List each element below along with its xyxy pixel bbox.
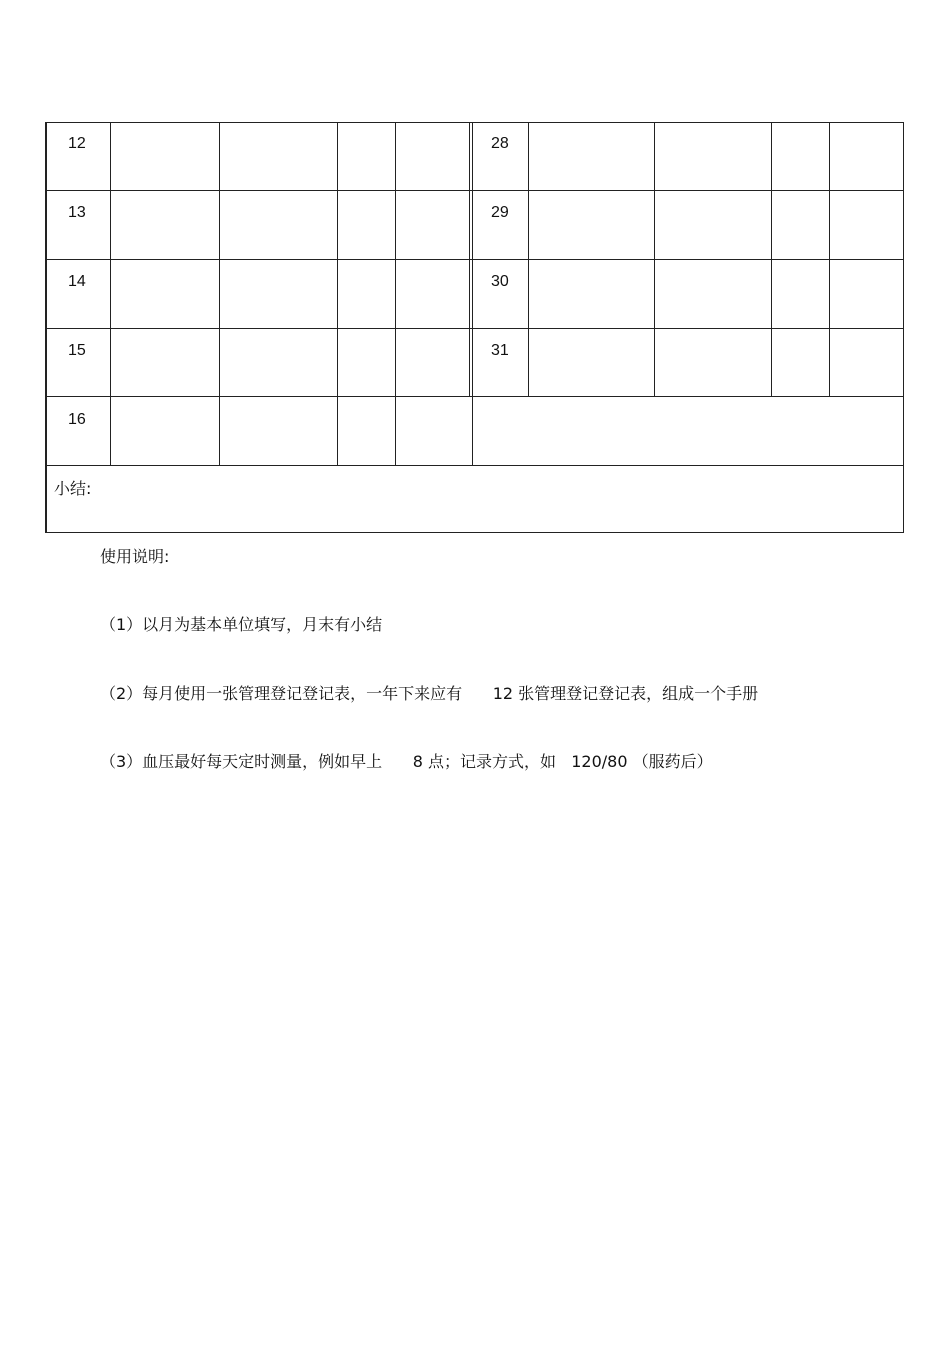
day-number: 31: [491, 342, 509, 359]
day-number: 29: [491, 204, 509, 221]
record-table: [45, 122, 904, 533]
half-divider-line: [472, 123, 473, 465]
day-number: 28: [491, 135, 509, 152]
row-line: [47, 190, 904, 191]
day-number: 14: [68, 273, 86, 290]
row-line: [47, 465, 904, 466]
column-line: [337, 123, 338, 465]
column-line: [395, 123, 396, 465]
column-line: [528, 123, 529, 396]
row-line: [47, 396, 904, 397]
instruction-item: （1）以月为基本单位填写，月末有小结: [100, 615, 383, 634]
row-line: [47, 259, 904, 260]
day-number: 16: [68, 411, 86, 428]
instruction-item: （2）每月使用一张管理登记登记表，一年下来应有 12 张管理登记登记表，组成一个手册: [100, 684, 759, 703]
day-number: 13: [68, 204, 86, 221]
summary-label: 小结:: [54, 479, 92, 498]
half-divider-line: [469, 123, 470, 396]
column-line: [110, 123, 111, 465]
column-line: [654, 123, 655, 396]
column-line: [219, 123, 220, 465]
instruction-item: （3）血压最好每天定时测量，例如早上 8 点；记录方式，如 120/80 （服药后）: [100, 752, 713, 771]
column-line: [771, 123, 772, 396]
day-number: 15: [68, 342, 86, 359]
day-number: 12: [68, 135, 86, 152]
day-number: 30: [491, 273, 509, 290]
column-line: [829, 123, 830, 396]
row-line: [47, 328, 904, 329]
instructions-heading: 使用说明:: [100, 547, 170, 566]
